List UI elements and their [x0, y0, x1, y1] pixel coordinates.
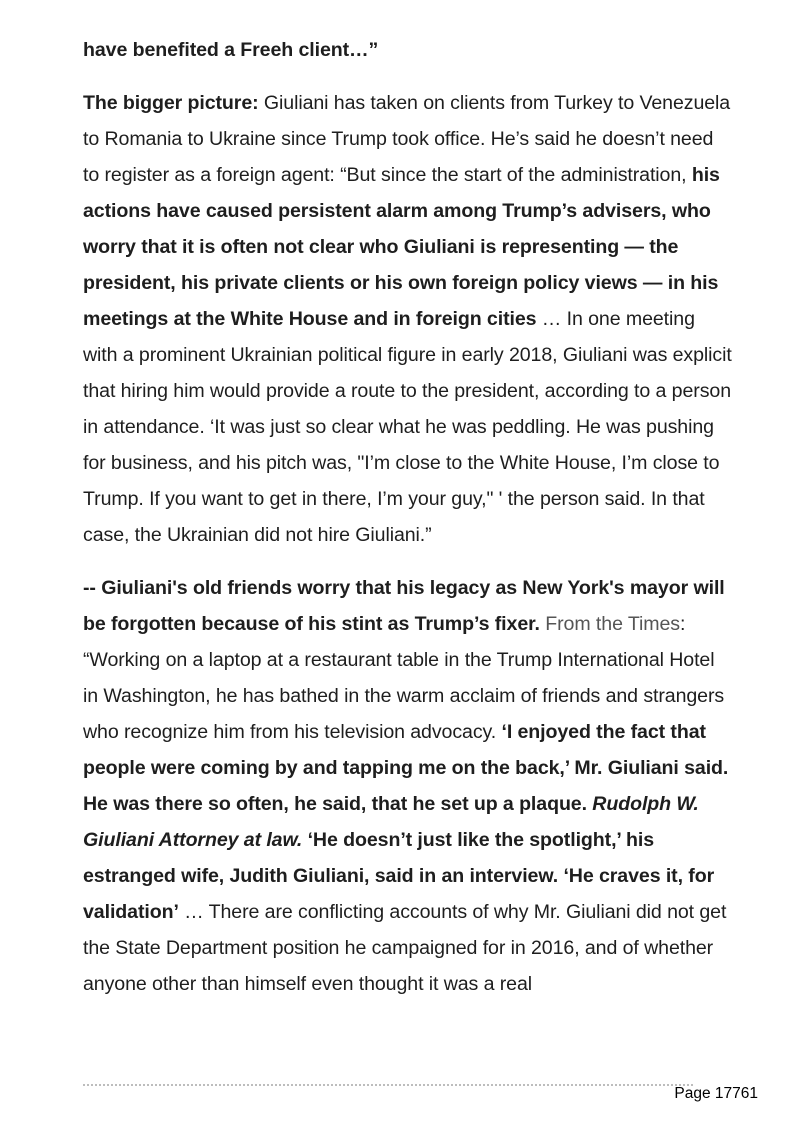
body-text: … In one meeting with a prominent Ukrainian political figure in early 2018, Giuliani was explicit that hiring him would provide a route to the president, according to a person in attendance. ‘It was just so clear what he was peddling. He was pushing for business, and his pitch was, "I’m close to the White House, I’m close to Trump. If you want to get in there, I’m your guy," ' the person said. In that case, the Ukrainian did not hire Giuliani.” — [83, 308, 732, 546]
bold-text: have benefited a Freeh client…” — [83, 39, 379, 61]
section-lead: -- Giuliani's old friends worry that his legacy as New York's mayor will be forgotten because of his stint as Trump’s fixer. — [83, 577, 725, 635]
document-body — [83, 32, 733, 1002]
section-lead: The bigger picture: — [83, 92, 259, 114]
paragraph-bigger-picture — [83, 85, 733, 553]
bold-quote: ‘I enjoyed the fact that people were coming by and tapping me on the back,’ Mr. Giuliani said. He was there so often, he said, that he set up a plaque. — [83, 721, 729, 815]
bold-quote: ‘He doesn’t just like the spotlight,’ his estranged wife, Judith Giuliani, said in an interview. ‘He craves it, for validation’ — [83, 829, 715, 923]
body-text: : “Working on a laptop at a restaurant table in the Trump International Hotel in Washington, he has bathed in the warm acclaim of friends and strangers who recognize him from his television advocacy. — [83, 613, 725, 743]
page-number: Page 17761 — [674, 1085, 758, 1102]
cut-off-text-line — [83, 1080, 733, 1088]
body-text: Giuliani has taken on clients from Turkey to Venezuela to Romania to Ukraine since Trump took office. He’s said he doesn’t need to register as a foreign agent: “But since the start of the administration, — [83, 92, 731, 186]
paragraph-old-friends — [83, 570, 733, 1002]
source-link[interactable]: From the Times — [545, 613, 680, 635]
body-text: … There are conflicting accounts of why Mr. Giuliani did not get the State Department position he campaigned for in 2016, and of whether anyone other than himself even thought it was a real — [83, 901, 727, 995]
bold-text: his actions have caused persistent alarm among Trump’s advisers, who worry that it is often not clear who Giuliani is representing — the president, his private clients or his own foreign policy views — in his meetings at the White House and in foreign cities — [83, 164, 720, 330]
bold-italic-text: Rudolph W. Giuliani Attorney at law. — [83, 793, 699, 851]
paragraph-continuation — [83, 32, 733, 68]
